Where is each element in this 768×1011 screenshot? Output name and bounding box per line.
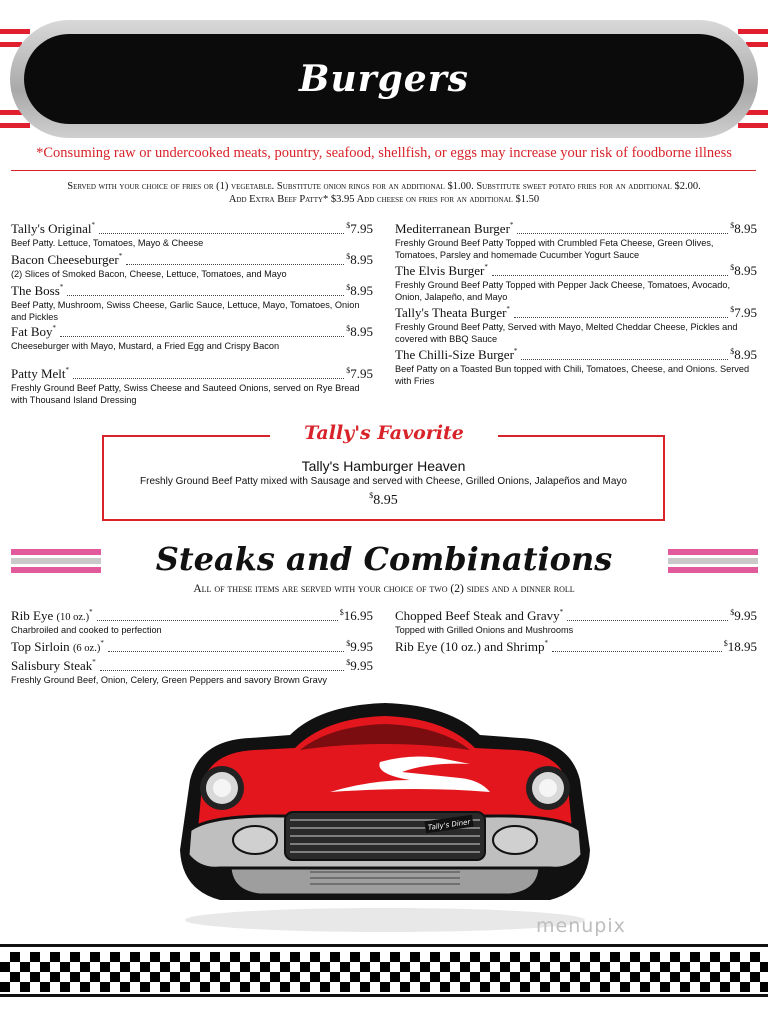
asterisk: * xyxy=(92,658,96,666)
leader-dots xyxy=(100,670,345,671)
menu-item-price: $9.95 xyxy=(346,639,373,654)
classic-car-illustration xyxy=(170,700,600,935)
menu-item-description: Freshly Ground Beef Patty Topped with Pepper Jack Cheese, Tomatoes, Avocado, Onion, Jalapeño, and Mayo xyxy=(395,280,731,302)
menu-item-name: Mediterranean Burger* xyxy=(395,221,514,236)
menu-item xyxy=(395,306,757,345)
menu-item-description: Topped with Grilled Onions and Mushrooms xyxy=(395,625,574,635)
menu-item-description: Freshly Ground Beef, Onion, Celery, Green Peppers and savory Brown Gravy xyxy=(11,675,327,685)
menupix-watermark: menupix xyxy=(536,915,626,937)
menu-item xyxy=(11,325,373,353)
menu-item-name: Salisbury Steak* xyxy=(11,658,96,673)
top-stripe-left-4 xyxy=(0,123,30,128)
menu-item xyxy=(395,640,757,655)
asterisk: * xyxy=(544,639,548,647)
menu-item-price: $7.95 xyxy=(730,305,757,320)
asterisk: * xyxy=(118,252,123,260)
asterisk: * xyxy=(484,263,488,271)
menu-item-name: Tally's Theata Burger* xyxy=(395,305,510,320)
menu-item-description: Cheeseburger with Mayo, Mustard, a Fried Egg and Crispy Bacon xyxy=(11,341,280,351)
menu-item-name: Fat Boy* xyxy=(11,324,57,339)
menu-item-header xyxy=(11,253,373,268)
menu-item-name: Chopped Beef Steak and Gravy* xyxy=(395,608,564,623)
menu-item-name: Top Sirloin (6 oz.)* xyxy=(11,639,104,654)
asterisk: * xyxy=(52,324,57,332)
menu-item-header xyxy=(395,264,757,279)
leader-dots xyxy=(67,295,344,296)
menu-item-name: The Boss* xyxy=(11,283,64,298)
car-badge-text: Tally's Diner xyxy=(427,818,471,832)
leader-dots xyxy=(99,233,344,234)
burger-note-line2: Add Extra Beef Patty* $3.95 Add cheese on fries for an additional $1.50 xyxy=(228,194,540,205)
top-stripe-right-2 xyxy=(746,42,768,47)
menu-item-name: Tally's Original* xyxy=(11,221,96,236)
favorite-title: Tally's Favorite xyxy=(270,422,498,444)
leader-dots xyxy=(521,359,728,360)
menu-item-price: $7.95 xyxy=(346,221,373,236)
menu-item xyxy=(395,609,757,637)
leader-dots xyxy=(73,378,344,379)
asterisk: * xyxy=(513,347,518,355)
leader-dots xyxy=(552,651,722,652)
burgers-banner xyxy=(24,34,744,124)
menu-item-price: $8.95 xyxy=(730,347,757,362)
menu-item xyxy=(395,222,757,261)
menu-item-name: Rib Eye (10 oz.)* xyxy=(11,608,93,623)
menu-item-header xyxy=(395,222,757,237)
menu-item-name: Patty Melt* xyxy=(11,366,70,381)
burgers-title: Burgers xyxy=(299,58,469,100)
menu-item-price: $8.95 xyxy=(730,221,757,236)
top-stripe-right-4 xyxy=(738,123,768,128)
menu-item-price: $8.95 xyxy=(346,324,373,339)
leader-dots xyxy=(517,233,728,234)
menu-item-size: (6 oz.) xyxy=(72,643,101,654)
menu-item-name: The Elvis Burger* xyxy=(395,263,488,278)
menu-item-name: Rib Eye (10 oz.) and Shrimp* xyxy=(395,639,548,654)
leader-dots xyxy=(108,651,344,652)
menu-item-header xyxy=(11,325,373,340)
menu-item xyxy=(395,264,757,303)
leader-dots xyxy=(60,336,344,337)
right-pink-stripes xyxy=(668,549,758,576)
asterisk: * xyxy=(559,608,564,616)
favorite-name: Tally's Hamburger Heaven xyxy=(301,458,466,474)
menu-item xyxy=(11,640,373,655)
menu-item-price: $9.95 xyxy=(346,658,373,673)
menu-item-description: Beef Patty, Mushroom, Swiss Cheese, Garlic Sauce, Lettuce, Mayo, Tomatoes, Onion and Pickles xyxy=(11,300,360,322)
menu-item-price: $8.95 xyxy=(346,283,373,298)
menu-item-description: Charbroiled and cooked to perfection xyxy=(11,625,162,635)
menu-item-header xyxy=(11,222,373,237)
favorite-price: $8.95 xyxy=(369,491,398,508)
leader-dots xyxy=(514,317,728,318)
asterisk: * xyxy=(59,283,64,291)
left-pink-stripes xyxy=(11,549,101,576)
menu-item-description: Freshly Ground Beef Patty, Served with Mayo, Melted Cheddar Cheese, Pickles and covered with BBQ Sauce xyxy=(395,322,738,344)
menu-item-description: Beef Patty on a Toasted Bun topped with Chili, Tomatoes, Cheese, and Onions. Served with Fries xyxy=(395,364,750,386)
menu-item-header xyxy=(11,367,373,382)
leader-dots xyxy=(126,264,344,265)
menu-item-description: Freshly Ground Beef Patty, Swiss Cheese and Sauteed Onions, served on Rye Bread with Thousand Island Dressing xyxy=(11,383,360,405)
steaks-title: Steaks and Combinations xyxy=(155,540,613,578)
asterisk: * xyxy=(89,608,93,616)
menu-item-header xyxy=(395,348,757,363)
asterisk: * xyxy=(509,221,514,229)
menu-item-header xyxy=(395,609,757,624)
menu-item-description: Beef Patty. Lettuce, Tomatoes, Mayo & Cheese xyxy=(11,238,204,248)
menu-item-price: $18.95 xyxy=(723,639,757,654)
checkered-border xyxy=(0,952,768,992)
menu-item xyxy=(395,348,757,387)
asterisk: * xyxy=(100,639,104,647)
foodborne-warning: *Consuming raw or undercooked meats, pountry, seafood, shellfish, or eggs may increase your risk of foodborne illness xyxy=(36,145,732,161)
asterisk: * xyxy=(65,366,70,374)
menu-item-description: (2) Slices of Smoked Bacon, Cheese, Lettuce, Tomatoes, and Mayo xyxy=(11,269,287,279)
menu-item-name: Bacon Cheeseburger* xyxy=(11,252,123,267)
menu-item xyxy=(11,222,373,250)
checker-border-bottom xyxy=(0,994,768,997)
menu-item-header xyxy=(11,609,373,624)
menu-item-header xyxy=(11,659,373,674)
menu-item-header xyxy=(11,284,373,299)
checker-border-top xyxy=(0,944,768,947)
asterisk: * xyxy=(506,305,510,313)
menu-item-price: $9.95 xyxy=(730,608,757,623)
menu-item xyxy=(11,253,373,281)
menu-item-header xyxy=(395,306,757,321)
favorite-description: Freshly Ground Beef Patty mixed with Sausage and served with Cheese, Grilled Onions, Jalapeños and Mayo xyxy=(140,476,627,487)
menu-item xyxy=(11,659,373,687)
leader-dots xyxy=(492,275,728,276)
menu-item-name: The Chilli-Size Burger* xyxy=(395,347,518,362)
leader-dots xyxy=(97,620,338,621)
divider-red xyxy=(11,170,756,171)
burger-note-line1: Served with your choice of fries or (1) vegetable. Substitute onion rings for an additional $1.00. Substitute sweet potato fries for an additional $2.00. xyxy=(67,181,701,192)
menu-item-price: $7.95 xyxy=(346,366,373,381)
asterisk: * xyxy=(91,221,96,229)
top-stripe-right-3 xyxy=(746,110,768,115)
steaks-note: All of these items are served with your choice of two (2) sides and a dinner roll xyxy=(193,583,575,595)
menu-item-description: Freshly Ground Beef Patty Topped with Crumbled Feta Cheese, Green Olives, Tomatoes, Parsley and homemade Cucumber Yogurt Sauce xyxy=(395,238,714,260)
menu-item-size: (10 oz.) xyxy=(56,612,90,623)
menu-item xyxy=(11,609,373,637)
leader-dots xyxy=(567,620,728,621)
top-stripe-left-1 xyxy=(0,29,30,34)
menu-item-header xyxy=(395,640,757,655)
menu-item xyxy=(11,367,373,406)
top-stripe-right-1 xyxy=(738,29,768,34)
menu-item-price: $8.95 xyxy=(346,252,373,267)
menu-item-price: $16.95 xyxy=(339,608,373,623)
menu-item-price: $8.95 xyxy=(730,263,757,278)
menu-item xyxy=(11,284,373,323)
menu-item-header xyxy=(11,640,373,655)
